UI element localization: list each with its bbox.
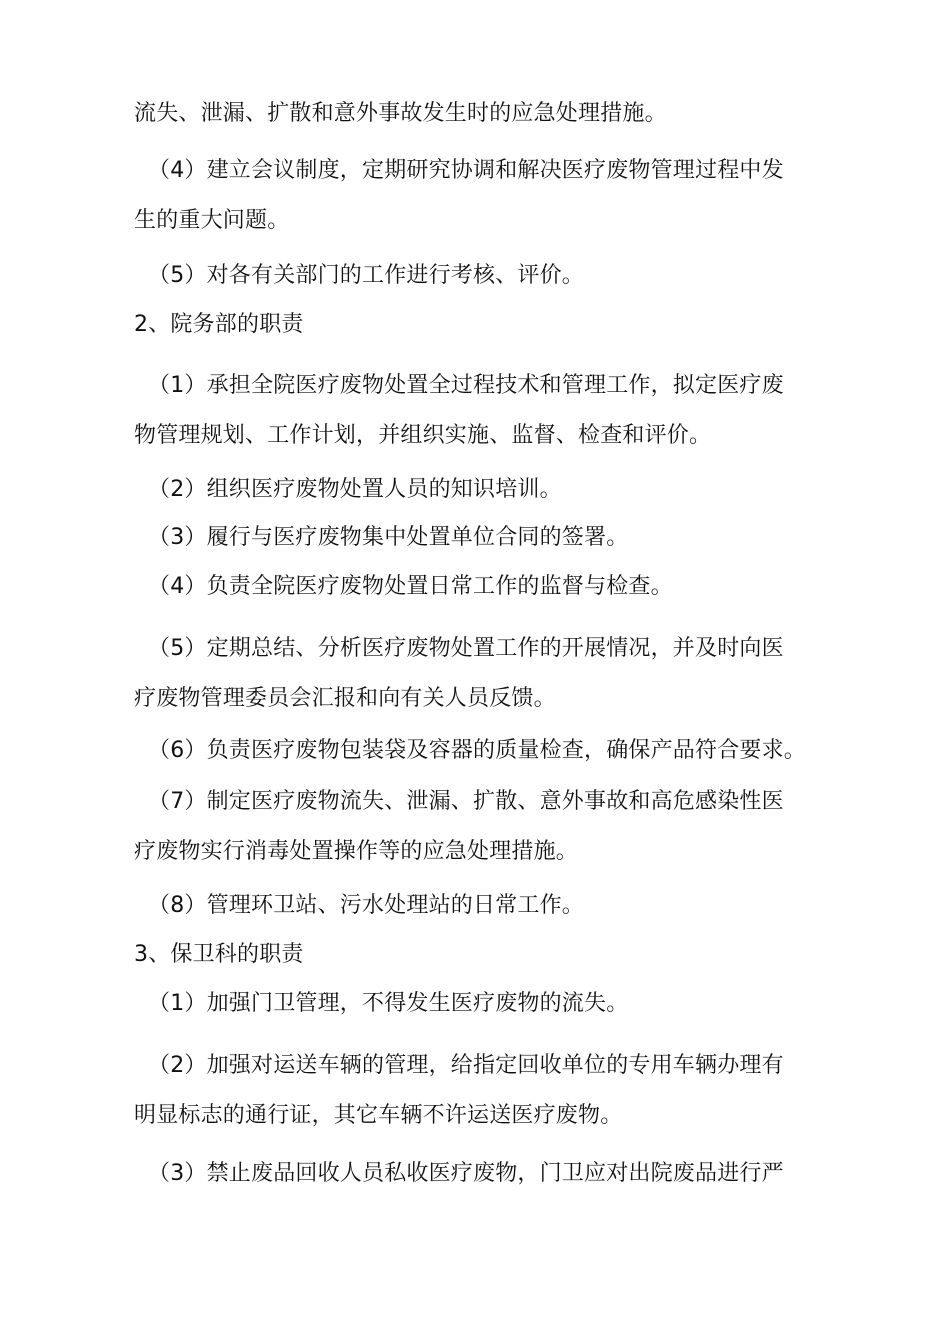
text-line: 疗废物管理委员会汇报和向有关人员反馈。	[134, 686, 556, 711]
text-line: 明显标志的通行证，其它车辆不许运送医疗废物。	[134, 1103, 623, 1128]
text-line: （3）禁止废品回收人员私收医疗废物，门卫应对出院废品进行严	[148, 1161, 784, 1186]
text-line: （4）负责全院医疗废物处置日常工作的监督与检查。	[148, 574, 673, 599]
text-line: 物管理规划、工作计划，并组织实施、监督、检查和评价。	[134, 423, 712, 448]
text-line: （5）对各有关部门的工作进行考核、评价。	[148, 263, 584, 288]
text-line: （4）建立会议制度，定期研究协调和解决医疗废物管理过程中发	[148, 158, 784, 183]
text-line: （3）履行与医疗废物集中处置单位合同的签署。	[148, 525, 629, 550]
text-line: （1）加强门卫管理，不得发生医疗废物的流失。	[148, 991, 629, 1016]
section-heading: 3、保卫科的职责	[134, 942, 304, 967]
text-line: （2）加强对运送车辆的管理，给指定回收单位的专用车辆办理有	[148, 1053, 784, 1078]
text-line: （8）管理环卫站、污水处理站的日常工作。	[148, 893, 584, 918]
text-line: （7）制定医疗废物流失、泄漏、扩散、意外事故和高危感染性医	[148, 789, 784, 814]
text-line: 疗废物实行消毒处置操作等的应急处理措施。	[134, 839, 579, 864]
text-line: （6）负责医疗废物包装袋及容器的质量检查，确保产品符合要求。	[148, 738, 806, 763]
text-line: （5）定期总结、分析医疗废物处置工作的开展情况，并及时向医	[148, 636, 784, 661]
text-line: 流失、泄漏、扩散和意外事故发生时的应急处理措施。	[134, 101, 667, 126]
text-line: 生的重大问题。	[134, 208, 290, 233]
text-line: （2）组织医疗废物处置人员的知识培训。	[148, 477, 562, 502]
section-heading: 2、院务部的职责	[134, 312, 304, 337]
text-line: （1）承担全院医疗废物处置全过程技术和管理工作，拟定医疗废	[148, 373, 784, 398]
